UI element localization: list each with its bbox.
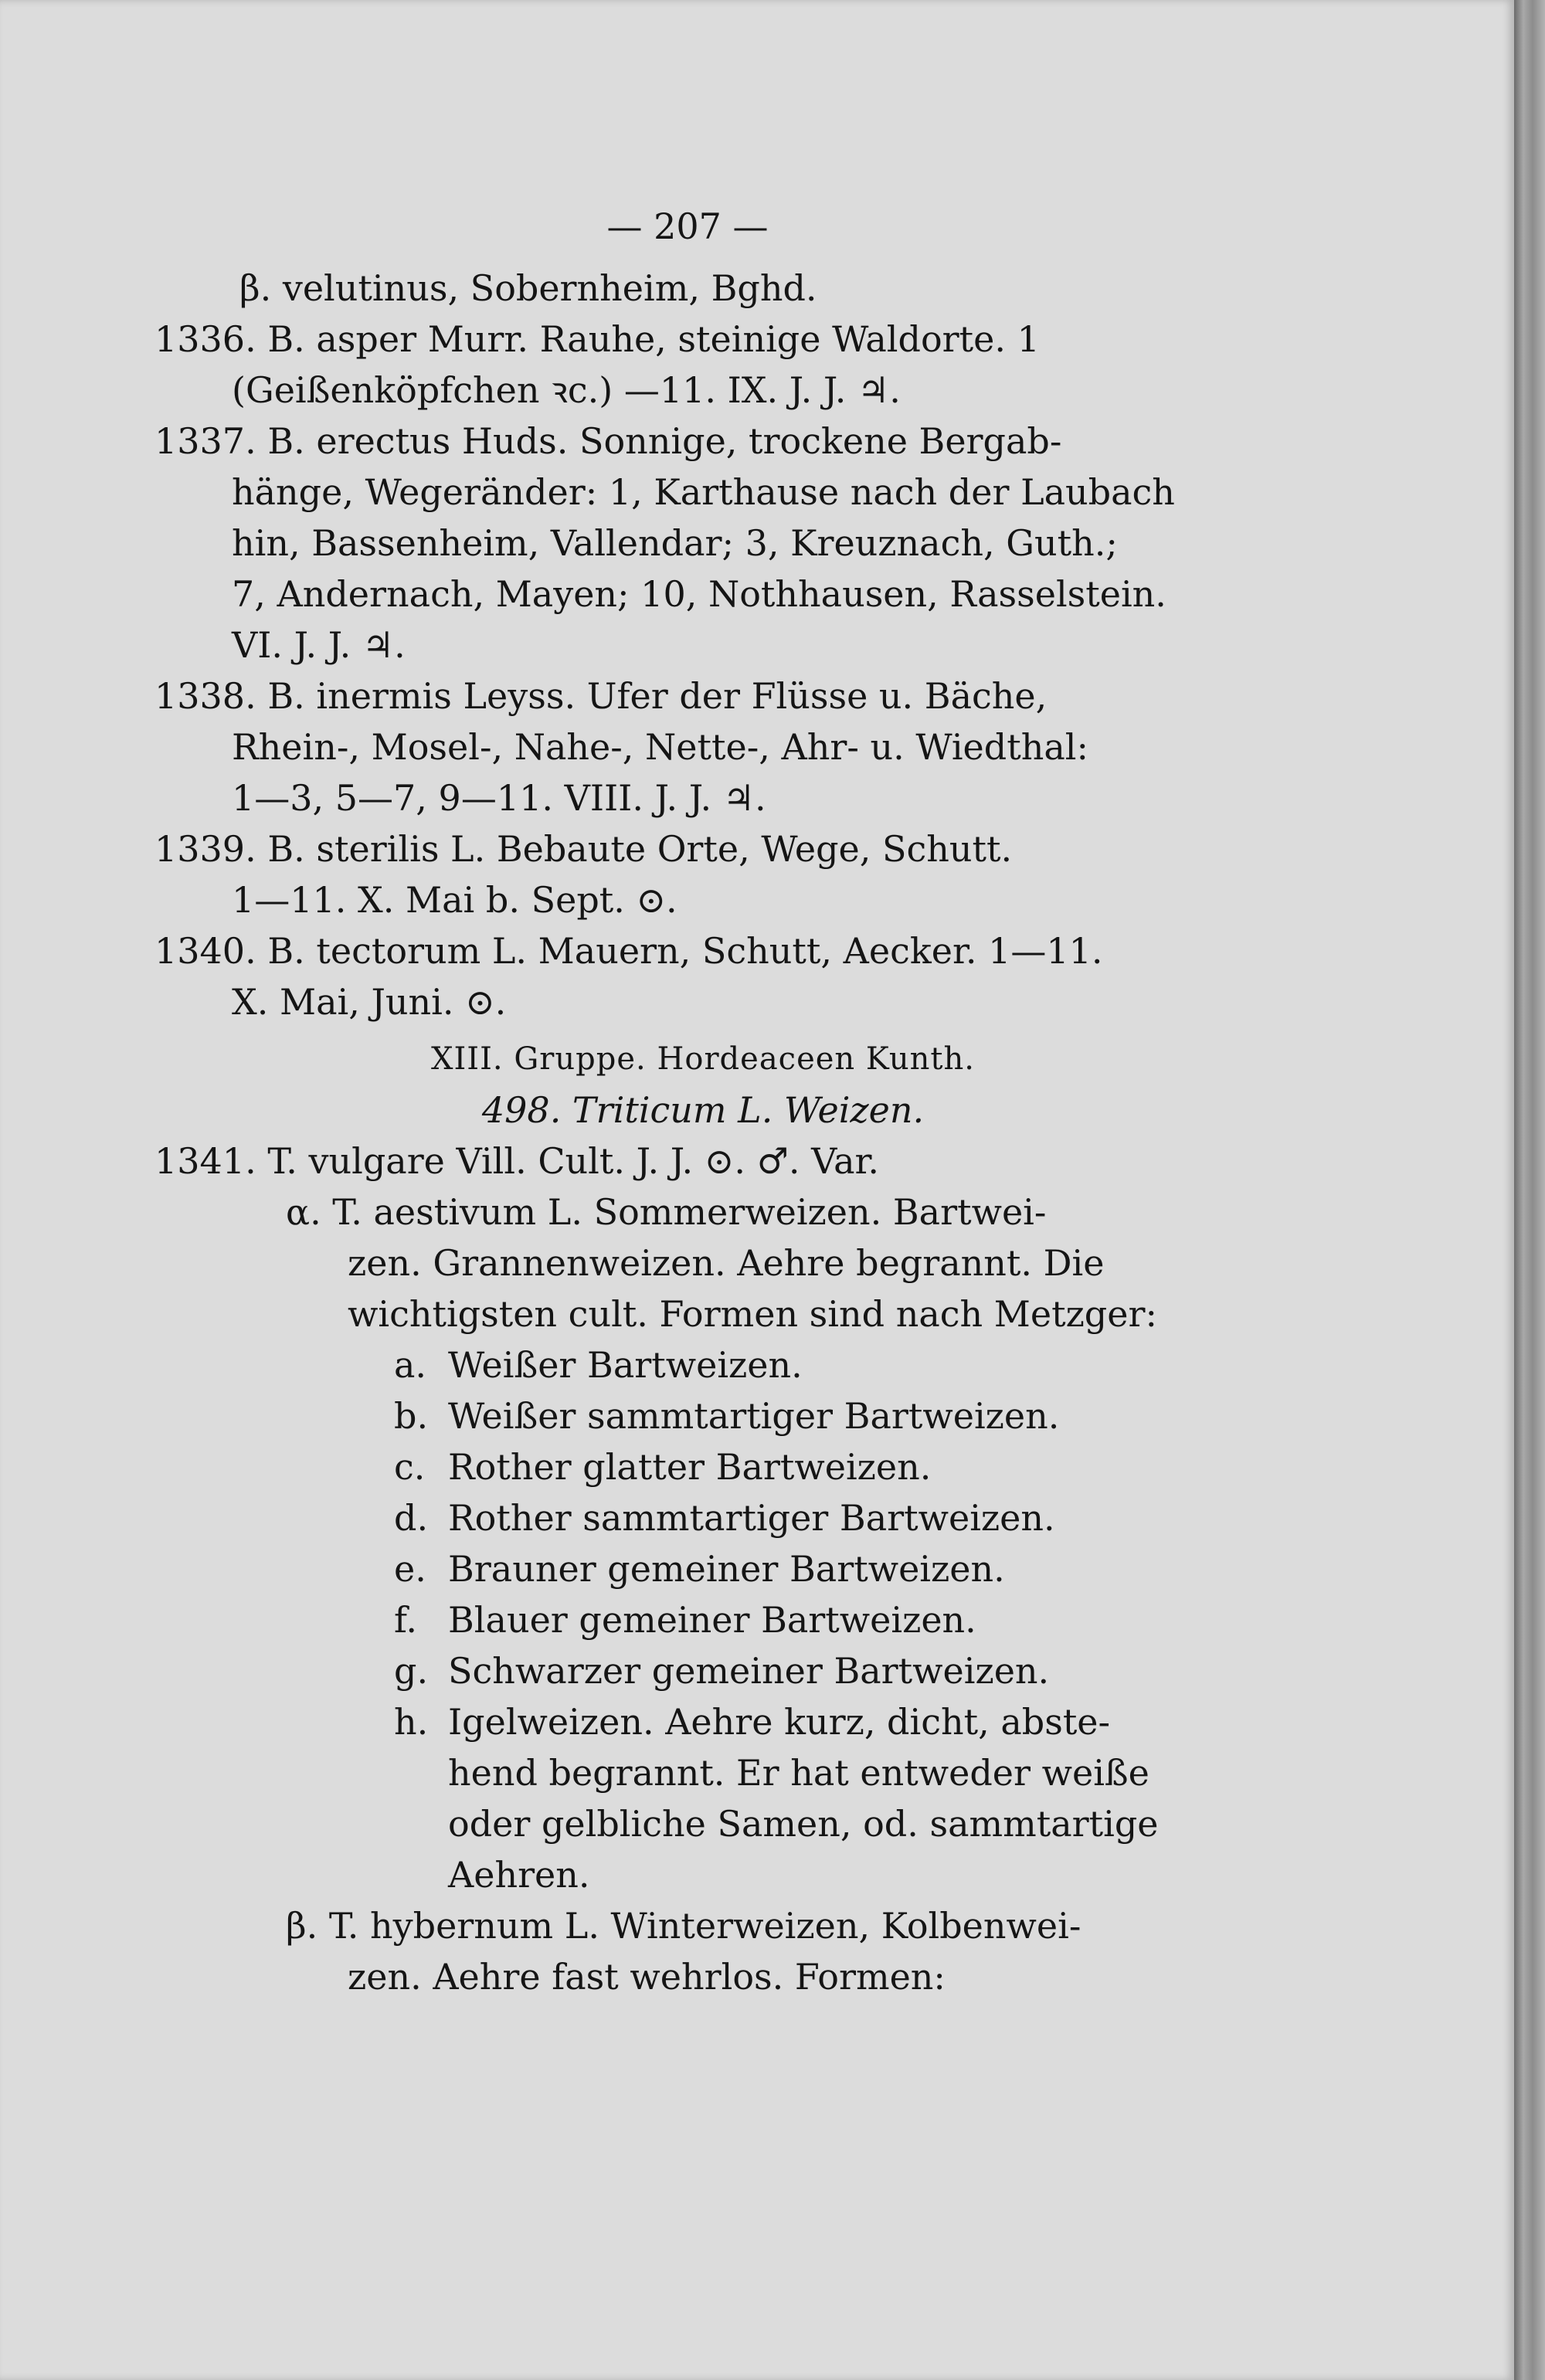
text-line: wichtigsten cult. Formen sind nach Metzger:	[348, 1293, 1157, 1335]
entry-first-line	[154, 925, 1251, 976]
text-line: VI. J. J. ♃.	[232, 624, 406, 666]
list-letter: d.	[394, 1497, 429, 1539]
entry-first-line	[154, 823, 1251, 874]
entry-first-line	[154, 416, 1251, 467]
list-letter: g.	[394, 1650, 429, 1692]
text-line: X. Mai, Juni. ⊙.	[232, 981, 507, 1023]
entry-1340	[154, 925, 1251, 1027]
list-item	[154, 1390, 1251, 1441]
entry-1341	[154, 1136, 1251, 1187]
entry-text: B. inermis Leyss. Ufer der Flüsse u. Bäche,	[267, 675, 1048, 717]
genus-heading: 498. Triticum L. Weizen.	[481, 1089, 925, 1131]
text-line: (Geißenköpfchen ꝛc.) —11. IX. J. J. ♃.	[232, 369, 901, 411]
list-text: Weißer sammtartiger Bartweizen.	[448, 1395, 1060, 1437]
entry-text: B. tectorum L. Mauern, Schutt, Aecker. 1—11.	[267, 930, 1103, 972]
list-text: Brauner gemeiner Bartweizen.	[448, 1548, 1005, 1590]
list-letter: f.	[394, 1599, 418, 1641]
list-letter: e.	[394, 1548, 426, 1590]
list-letter: c.	[394, 1446, 426, 1488]
entry-1336	[154, 314, 1251, 416]
entry-1339	[154, 823, 1251, 925]
entry-number: 1336.	[154, 318, 256, 360]
entry-number: 1338.	[154, 675, 256, 717]
entry-first-line	[154, 671, 1251, 721]
entry-number: 1341.	[154, 1140, 256, 1182]
list-text: Schwarzer gemeiner Bartweizen.	[448, 1650, 1050, 1692]
page-edge	[1514, 0, 1545, 2380]
list-item	[154, 1645, 1251, 1696]
list-text: Blauer gemeiner Bartweizen.	[448, 1599, 976, 1641]
list-letter: a.	[394, 1344, 427, 1386]
list-text: Igelweizen. Aehre kurz, dicht, abste-	[448, 1701, 1111, 1743]
text-line: zen. Grannenweizen. Aehre begrannt. Die	[348, 1242, 1105, 1284]
entry-1338	[154, 671, 1251, 823]
text-line: β. T. hybernum L. Winterweizen, Kolbenwei-	[286, 1905, 1082, 1947]
list-item	[154, 1594, 1251, 1645]
entry-text: T. vulgare Vill. Cult. J. J. ⊙. ♂. Var.	[267, 1140, 880, 1182]
text-line: zen. Aehre fast wehrlos. Formen:	[348, 1956, 946, 1998]
text-line: 1—11. X. Mai b. Sept. ⊙.	[232, 879, 677, 921]
list-letter: b.	[394, 1395, 429, 1437]
list-item	[154, 1543, 1251, 1594]
text-line: Rhein-, Mosel-, Nahe-, Nette-, Ahr- u. Wiedthal:	[232, 726, 1088, 768]
text-line: Aehren.	[448, 1854, 590, 1896]
entry-number: 1340.	[154, 930, 256, 972]
text-line: hänge, Wegeränder: 1, Karthause nach der Laubach	[232, 471, 1175, 513]
list-item	[154, 1339, 1251, 1390]
text-line: oder gelbliche Samen, od. sammtartige	[448, 1803, 1159, 1845]
list-text: Rother glatter Bartweizen.	[448, 1446, 932, 1488]
text-line: 1—3, 5—7, 9—11. VIII. J. J. ♃.	[232, 777, 766, 819]
list-letter: h.	[394, 1701, 429, 1743]
entry-number: 1337.	[154, 420, 256, 462]
entry-1337	[154, 416, 1251, 671]
entry-text: B. erectus Huds. Sonnige, trockene Bergab-	[267, 420, 1062, 462]
entry-first-line	[154, 1136, 1251, 1187]
list-text: Weißer Bartweizen.	[448, 1344, 803, 1386]
text-line: β. velutinus, Sobernheim, Bghd.	[239, 267, 817, 309]
list-text: Rother sammtartiger Bartweizen.	[448, 1497, 1055, 1539]
text-line: α. T. aestivum L. Sommerweizen. Bartwei-	[286, 1191, 1047, 1233]
entry-text: B. sterilis L. Bebaute Orte, Wege, Schutt.	[267, 828, 1013, 870]
text-line: hin, Bassenheim, Vallendar; 3, Kreuznach, Guth.;	[232, 522, 1118, 564]
text-line: hend begrannt. Er hat entweder weiße	[448, 1752, 1149, 1794]
page-text	[154, 201, 1251, 2002]
text-line: 7, Andernach, Mayen; 10, Nothhausen, Rasselstein.	[232, 573, 1166, 615]
list-item	[154, 1696, 1251, 1747]
page-number: — 207 —	[606, 205, 769, 247]
entry-first-line	[154, 314, 1251, 365]
entry-text: B. asper Murr. Rauhe, steinige Waldorte. 1	[267, 318, 1040, 360]
group-heading: XIII. Gruppe. Hordeaceen Kunth.	[431, 1041, 975, 1077]
list-item	[154, 1441, 1251, 1492]
list-item	[154, 1492, 1251, 1543]
entry-number: 1339.	[154, 828, 256, 870]
